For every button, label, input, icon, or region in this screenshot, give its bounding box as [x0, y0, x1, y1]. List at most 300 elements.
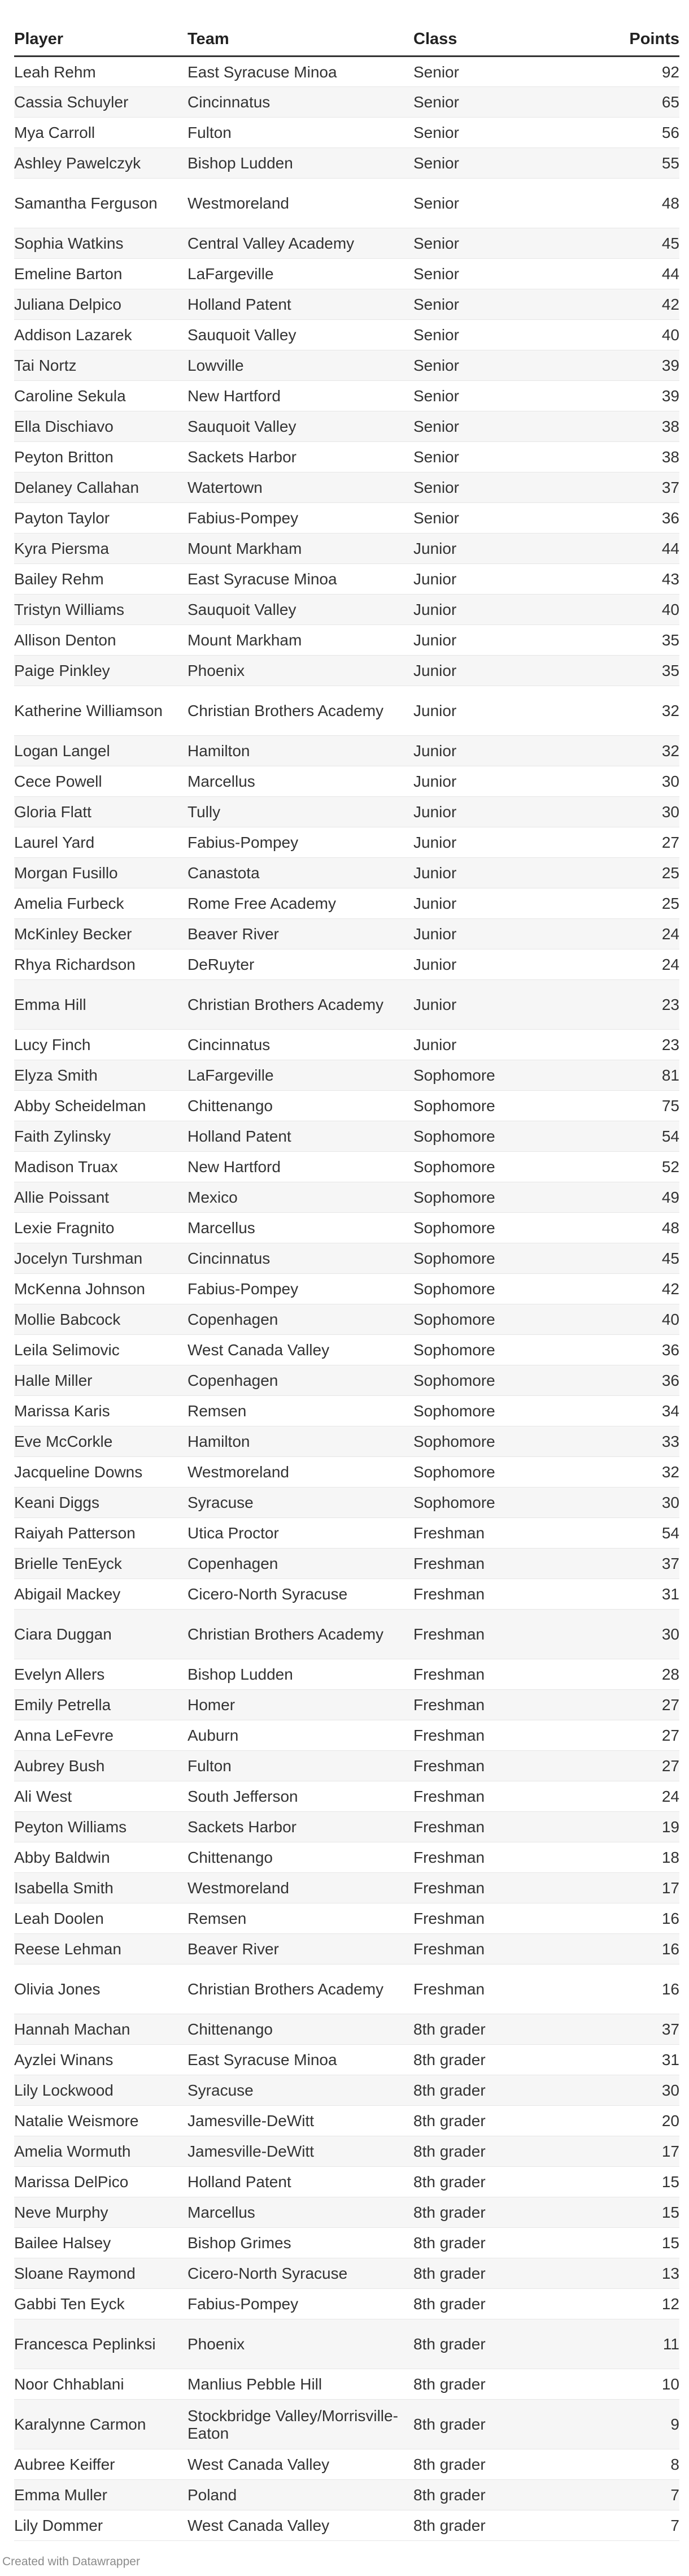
class-cell: Sophomore — [413, 1426, 583, 1457]
team-cell: Tully — [187, 797, 413, 827]
class-cell: Freshman — [413, 1518, 583, 1549]
class-cell: Freshman — [413, 1903, 583, 1934]
points-cell: 32 — [583, 1457, 679, 1488]
team-cell: Hamilton — [187, 736, 413, 766]
points-cell: 16 — [583, 1903, 679, 1934]
table-row — [14, 686, 679, 736]
team-cell: Sackets Harbor — [187, 442, 413, 472]
class-cell: Freshman — [413, 1934, 583, 1964]
player-cell: Abby Scheidelman — [14, 1091, 187, 1121]
team-cell: New Hartford — [187, 1152, 413, 1182]
points-cell: 32 — [583, 736, 679, 766]
team-cell: Phoenix — [187, 656, 413, 686]
class-cell: Freshman — [413, 1610, 583, 1659]
points-cell: 54 — [583, 1518, 679, 1549]
player-cell: Jocelyn Turshman — [14, 1243, 187, 1274]
player-cell: Sloane Raymond — [14, 2258, 187, 2289]
team-cell: Central Valley Academy — [187, 228, 413, 259]
player-cell: Evelyn Allers — [14, 1659, 187, 1690]
table-row — [14, 1274, 679, 1304]
player-cell: Emily Petrella — [14, 1690, 187, 1720]
team-cell: Sauquoit Valley — [187, 320, 413, 350]
team-cell: Chittenango — [187, 2014, 413, 2045]
team-cell: Sackets Harbor — [187, 1812, 413, 1842]
team-cell: East Syracuse Minoa — [187, 57, 413, 87]
player-cell: Elyza Smith — [14, 1060, 187, 1091]
table-row — [14, 2449, 679, 2480]
points-cell: 32 — [583, 686, 679, 736]
class-cell: Senior — [413, 148, 583, 179]
points-cell: 7 — [583, 2510, 679, 2541]
table-row — [14, 1903, 679, 1934]
class-cell: Senior — [413, 381, 583, 411]
player-cell: Gloria Flatt — [14, 797, 187, 827]
team-cell: Cicero-North Syracuse — [187, 1579, 413, 1610]
player-cell: Emma Muller — [14, 2480, 187, 2510]
points-cell: 40 — [583, 595, 679, 625]
points-cell: 48 — [583, 1213, 679, 1243]
player-cell: Neve Murphy — [14, 2197, 187, 2228]
points-cell: 37 — [583, 472, 679, 503]
class-cell: Senior — [413, 179, 583, 228]
table-row — [14, 179, 679, 228]
class-cell: Senior — [413, 411, 583, 442]
player-cell: Keani Diggs — [14, 1488, 187, 1518]
points-cell: 25 — [583, 858, 679, 888]
table-row — [14, 2228, 679, 2258]
class-cell: Sophomore — [413, 1121, 583, 1152]
team-cell: Marcellus — [187, 2197, 413, 2228]
team-cell: Fulton — [187, 1751, 413, 1781]
points-table — [14, 23, 679, 2541]
player-cell: Juliana Delpico — [14, 289, 187, 320]
team-cell: West Canada Valley — [187, 2510, 413, 2541]
points-cell: 45 — [583, 228, 679, 259]
player-cell: Logan Langel — [14, 736, 187, 766]
points-cell: 30 — [583, 1610, 679, 1659]
player-cell: Laurel Yard — [14, 827, 187, 858]
table-row — [14, 1396, 679, 1426]
class-cell: Junior — [413, 888, 583, 919]
player-cell: Natalie Weismore — [14, 2106, 187, 2136]
player-cell: Tristyn Williams — [14, 595, 187, 625]
points-table-container — [14, 23, 679, 2541]
player-cell: Ciara Duggan — [14, 1610, 187, 1659]
table-row — [14, 949, 679, 980]
table-row — [14, 1659, 679, 1690]
player-cell: Leah Doolen — [14, 1903, 187, 1934]
player-cell: Tai Nortz — [14, 350, 187, 381]
team-cell: Christian Brothers Academy — [187, 980, 413, 1030]
points-cell: 30 — [583, 766, 679, 797]
player-cell: Olivia Jones — [14, 1964, 187, 2014]
points-cell: 11 — [583, 2319, 679, 2369]
team-cell: DeRuyter — [187, 949, 413, 980]
table-row — [14, 350, 679, 381]
table-row — [14, 1549, 679, 1579]
team-cell: Cicero-North Syracuse — [187, 2258, 413, 2289]
class-cell: Sophomore — [413, 1060, 583, 1091]
table-row — [14, 888, 679, 919]
points-cell: 81 — [583, 1060, 679, 1091]
points-cell: 13 — [583, 2258, 679, 2289]
class-cell: Junior — [413, 656, 583, 686]
points-cell: 16 — [583, 1934, 679, 1964]
class-cell: 8th grader — [413, 2369, 583, 2400]
table-row — [14, 2289, 679, 2319]
class-cell: 8th grader — [413, 2319, 583, 2369]
points-cell: 65 — [583, 87, 679, 118]
points-cell: 36 — [583, 1365, 679, 1396]
points-cell: 45 — [583, 1243, 679, 1274]
team-cell: Homer — [187, 1690, 413, 1720]
player-cell: Anna LeFevre — [14, 1720, 187, 1751]
table-row — [14, 289, 679, 320]
points-cell: 27 — [583, 1751, 679, 1781]
player-cell: Gabbi Ten Eyck — [14, 2289, 187, 2319]
team-cell: New Hartford — [187, 381, 413, 411]
team-cell: Rome Free Academy — [187, 888, 413, 919]
class-cell: Junior — [413, 766, 583, 797]
points-cell: 38 — [583, 442, 679, 472]
class-cell: Junior — [413, 686, 583, 736]
team-cell: Cincinnatus — [187, 1030, 413, 1060]
class-cell: Senior — [413, 228, 583, 259]
table-body — [14, 57, 679, 2541]
class-cell: Senior — [413, 472, 583, 503]
team-cell: Beaver River — [187, 1934, 413, 1964]
player-cell: Addison Lazarek — [14, 320, 187, 350]
table-row — [14, 2510, 679, 2541]
points-cell: 33 — [583, 1426, 679, 1457]
points-cell: 42 — [583, 289, 679, 320]
points-cell: 38 — [583, 411, 679, 442]
class-cell: Senior — [413, 87, 583, 118]
table-row — [14, 625, 679, 656]
player-cell: Bailey Rehm — [14, 564, 187, 595]
team-cell: West Canada Valley — [187, 1335, 413, 1365]
class-cell: Junior — [413, 1030, 583, 1060]
player-cell: Peyton Williams — [14, 1812, 187, 1842]
table-row — [14, 148, 679, 179]
table-row — [14, 1610, 679, 1659]
class-cell: Senior — [413, 57, 583, 87]
class-cell: Sophomore — [413, 1396, 583, 1426]
class-cell: Junior — [413, 919, 583, 949]
player-cell: Raiyah Patterson — [14, 1518, 187, 1549]
points-cell: 30 — [583, 2075, 679, 2106]
class-cell: 8th grader — [413, 2167, 583, 2197]
points-cell: 48 — [583, 179, 679, 228]
table-row — [14, 827, 679, 858]
player-cell: Sophia Watkins — [14, 228, 187, 259]
points-cell: 44 — [583, 259, 679, 289]
table-row — [14, 472, 679, 503]
points-cell: 55 — [583, 148, 679, 179]
points-cell: 23 — [583, 1030, 679, 1060]
table-row — [14, 2369, 679, 2400]
class-cell: Sophomore — [413, 1182, 583, 1213]
player-cell: Allison Denton — [14, 625, 187, 656]
points-cell: 75 — [583, 1091, 679, 1121]
player-cell: Morgan Fusillo — [14, 858, 187, 888]
table-row — [14, 980, 679, 1030]
team-cell: Bishop Ludden — [187, 1659, 413, 1690]
class-cell: Senior — [413, 350, 583, 381]
team-cell: Mount Markham — [187, 625, 413, 656]
table-row — [14, 1812, 679, 1842]
class-cell: Freshman — [413, 1690, 583, 1720]
team-cell: Holland Patent — [187, 1121, 413, 1152]
team-cell: Bishop Ludden — [187, 148, 413, 179]
class-cell: Freshman — [413, 1842, 583, 1873]
class-cell: Freshman — [413, 1549, 583, 1579]
player-cell: Karalynne Carmon — [14, 2400, 187, 2449]
points-cell: 16 — [583, 1964, 679, 2014]
points-cell: 39 — [583, 350, 679, 381]
player-cell: Reese Lehman — [14, 1934, 187, 1964]
team-cell: Copenhagen — [187, 1365, 413, 1396]
class-cell: 8th grader — [413, 2014, 583, 2045]
points-cell: 25 — [583, 888, 679, 919]
team-cell: Fulton — [187, 118, 413, 148]
class-cell: Senior — [413, 442, 583, 472]
team-cell: Sauquoit Valley — [187, 595, 413, 625]
player-cell: Allie Poissant — [14, 1182, 187, 1213]
table-row — [14, 320, 679, 350]
player-cell: Kyra Piersma — [14, 534, 187, 564]
player-cell: Delaney Callahan — [14, 472, 187, 503]
player-cell: Isabella Smith — [14, 1873, 187, 1903]
points-cell: 12 — [583, 2289, 679, 2319]
player-cell: Abigail Mackey — [14, 1579, 187, 1610]
points-cell: 15 — [583, 2228, 679, 2258]
class-cell: Junior — [413, 534, 583, 564]
class-cell: Freshman — [413, 1964, 583, 2014]
table-row — [14, 411, 679, 442]
player-cell: Leila Selimovic — [14, 1335, 187, 1365]
team-cell: Sauquoit Valley — [187, 411, 413, 442]
points-cell: 17 — [583, 1873, 679, 1903]
class-cell: Freshman — [413, 1659, 583, 1690]
player-cell: Lexie Fragnito — [14, 1213, 187, 1243]
team-cell: Christian Brothers Academy — [187, 1610, 413, 1659]
points-cell: 54 — [583, 1121, 679, 1152]
player-cell: Francesca Peplinksi — [14, 2319, 187, 2369]
points-cell: 28 — [583, 1659, 679, 1690]
team-cell: Jamesville-DeWitt — [187, 2136, 413, 2167]
points-cell: 27 — [583, 1720, 679, 1751]
points-cell: 15 — [583, 2197, 679, 2228]
class-cell: Senior — [413, 503, 583, 534]
table-row — [14, 2319, 679, 2369]
player-cell: Marissa Karis — [14, 1396, 187, 1426]
class-cell: 8th grader — [413, 2510, 583, 2541]
table-row — [14, 564, 679, 595]
team-cell: Copenhagen — [187, 1549, 413, 1579]
player-cell: Halle Miller — [14, 1365, 187, 1396]
table-row — [14, 766, 679, 797]
player-cell: Marissa DelPico — [14, 2167, 187, 2197]
table-row — [14, 2197, 679, 2228]
class-cell: Junior — [413, 736, 583, 766]
points-cell: 7 — [583, 2480, 679, 2510]
team-cell: Westmoreland — [187, 1457, 413, 1488]
table-row — [14, 2075, 679, 2106]
table-row — [14, 1335, 679, 1365]
class-cell: Junior — [413, 827, 583, 858]
class-cell: Sophomore — [413, 1091, 583, 1121]
team-cell: East Syracuse Minoa — [187, 2045, 413, 2075]
table-row — [14, 1690, 679, 1720]
points-cell: 35 — [583, 656, 679, 686]
team-cell: Canastota — [187, 858, 413, 888]
table-row — [14, 595, 679, 625]
table-row — [14, 2014, 679, 2045]
player-cell: Leah Rehm — [14, 57, 187, 87]
points-cell: 10 — [583, 2369, 679, 2400]
class-cell: Senior — [413, 320, 583, 350]
table-row — [14, 1030, 679, 1060]
class-cell: Sophomore — [413, 1365, 583, 1396]
points-cell: 8 — [583, 2449, 679, 2480]
table-header-row — [14, 23, 679, 57]
team-cell: Mexico — [187, 1182, 413, 1213]
table-row — [14, 57, 679, 87]
datawrapper-credit: Created with Datawrapper — [2, 2555, 140, 2568]
points-cell: 35 — [583, 625, 679, 656]
team-cell: Syracuse — [187, 2075, 413, 2106]
points-cell: 27 — [583, 1690, 679, 1720]
class-cell: Junior — [413, 797, 583, 827]
player-cell: Amelia Wormuth — [14, 2136, 187, 2167]
class-cell: Freshman — [413, 1812, 583, 1842]
player-cell: Payton Taylor — [14, 503, 187, 534]
player-cell: Ella Dischiavo — [14, 411, 187, 442]
points-cell: 31 — [583, 1579, 679, 1610]
column-header-class[interactable]: Class — [413, 23, 583, 57]
class-cell: 8th grader — [413, 2045, 583, 2075]
team-cell: Auburn — [187, 1720, 413, 1751]
player-cell: Jacqueline Downs — [14, 1457, 187, 1488]
points-cell: 37 — [583, 1549, 679, 1579]
table-row — [14, 259, 679, 289]
team-cell: Utica Proctor — [187, 1518, 413, 1549]
points-cell: 52 — [583, 1152, 679, 1182]
table-row — [14, 1518, 679, 1549]
team-cell: Chittenango — [187, 1842, 413, 1873]
team-cell: Jamesville-DeWitt — [187, 2106, 413, 2136]
team-cell: LaFargeville — [187, 259, 413, 289]
class-cell: Senior — [413, 259, 583, 289]
table-row — [14, 1243, 679, 1274]
team-cell: Westmoreland — [187, 1873, 413, 1903]
team-cell: Watertown — [187, 472, 413, 503]
points-cell: 42 — [583, 1274, 679, 1304]
class-cell: 8th grader — [413, 2449, 583, 2480]
team-cell: East Syracuse Minoa — [187, 564, 413, 595]
team-cell: Beaver River — [187, 919, 413, 949]
table-row — [14, 2136, 679, 2167]
player-cell: Paige Pinkley — [14, 656, 187, 686]
table-row — [14, 381, 679, 411]
player-cell: Bailee Halsey — [14, 2228, 187, 2258]
team-cell: Mount Markham — [187, 534, 413, 564]
team-cell: LaFargeville — [187, 1060, 413, 1091]
column-header-team[interactable]: Team — [187, 23, 413, 57]
team-cell: Fabius-Pompey — [187, 2289, 413, 2319]
points-cell: 37 — [583, 2014, 679, 2045]
player-cell: Ali West — [14, 1781, 187, 1812]
class-cell: Junior — [413, 625, 583, 656]
column-header-points[interactable]: Points — [583, 23, 679, 57]
points-cell: 34 — [583, 1396, 679, 1426]
table-row — [14, 1873, 679, 1903]
column-header-player[interactable]: Player — [14, 23, 187, 57]
player-cell: Lily Lockwood — [14, 2075, 187, 2106]
team-cell: Stockbridge Valley/Morrisville-Eaton — [187, 2400, 413, 2449]
class-cell: Freshman — [413, 1751, 583, 1781]
team-cell: Cincinnatus — [187, 1243, 413, 1274]
table-row — [14, 87, 679, 118]
team-cell: Lowville — [187, 350, 413, 381]
player-cell: Ashley Pawelczyk — [14, 148, 187, 179]
table-row — [14, 1213, 679, 1243]
team-cell: Fabius-Pompey — [187, 1274, 413, 1304]
player-cell: Mollie Babcock — [14, 1304, 187, 1335]
points-cell: 49 — [583, 1182, 679, 1213]
table-row — [14, 1488, 679, 1518]
team-cell: West Canada Valley — [187, 2449, 413, 2480]
class-cell: Sophomore — [413, 1304, 583, 1335]
points-cell: 24 — [583, 1781, 679, 1812]
class-cell: Freshman — [413, 1579, 583, 1610]
class-cell: Sophomore — [413, 1243, 583, 1274]
class-cell: Junior — [413, 595, 583, 625]
player-cell: Brielle TenEyck — [14, 1549, 187, 1579]
team-cell: Fabius-Pompey — [187, 827, 413, 858]
team-cell: Chittenango — [187, 1091, 413, 1121]
class-cell: 8th grader — [413, 2075, 583, 2106]
table-row — [14, 1152, 679, 1182]
table-row — [14, 2258, 679, 2289]
class-cell: Senior — [413, 289, 583, 320]
class-cell: Junior — [413, 949, 583, 980]
class-cell: 8th grader — [413, 2258, 583, 2289]
player-cell: McKinley Becker — [14, 919, 187, 949]
class-cell: 8th grader — [413, 2400, 583, 2449]
table-row — [14, 2106, 679, 2136]
table-row — [14, 503, 679, 534]
points-cell: 36 — [583, 503, 679, 534]
table-row — [14, 2045, 679, 2075]
team-cell: Copenhagen — [187, 1304, 413, 1335]
points-cell: 18 — [583, 1842, 679, 1873]
class-cell: Freshman — [413, 1720, 583, 1751]
player-cell: Noor Chhablani — [14, 2369, 187, 2400]
table-row — [14, 1091, 679, 1121]
player-cell: Lily Dommer — [14, 2510, 187, 2541]
class-cell: 8th grader — [413, 2228, 583, 2258]
team-cell: Hamilton — [187, 1426, 413, 1457]
team-cell: Christian Brothers Academy — [187, 1964, 413, 2014]
points-cell: 9 — [583, 2400, 679, 2449]
team-cell: Marcellus — [187, 1213, 413, 1243]
player-cell: Eve McCorkle — [14, 1426, 187, 1457]
team-cell: Bishop Grimes — [187, 2228, 413, 2258]
player-cell: Emeline Barton — [14, 259, 187, 289]
team-cell: Manlius Pebble Hill — [187, 2369, 413, 2400]
